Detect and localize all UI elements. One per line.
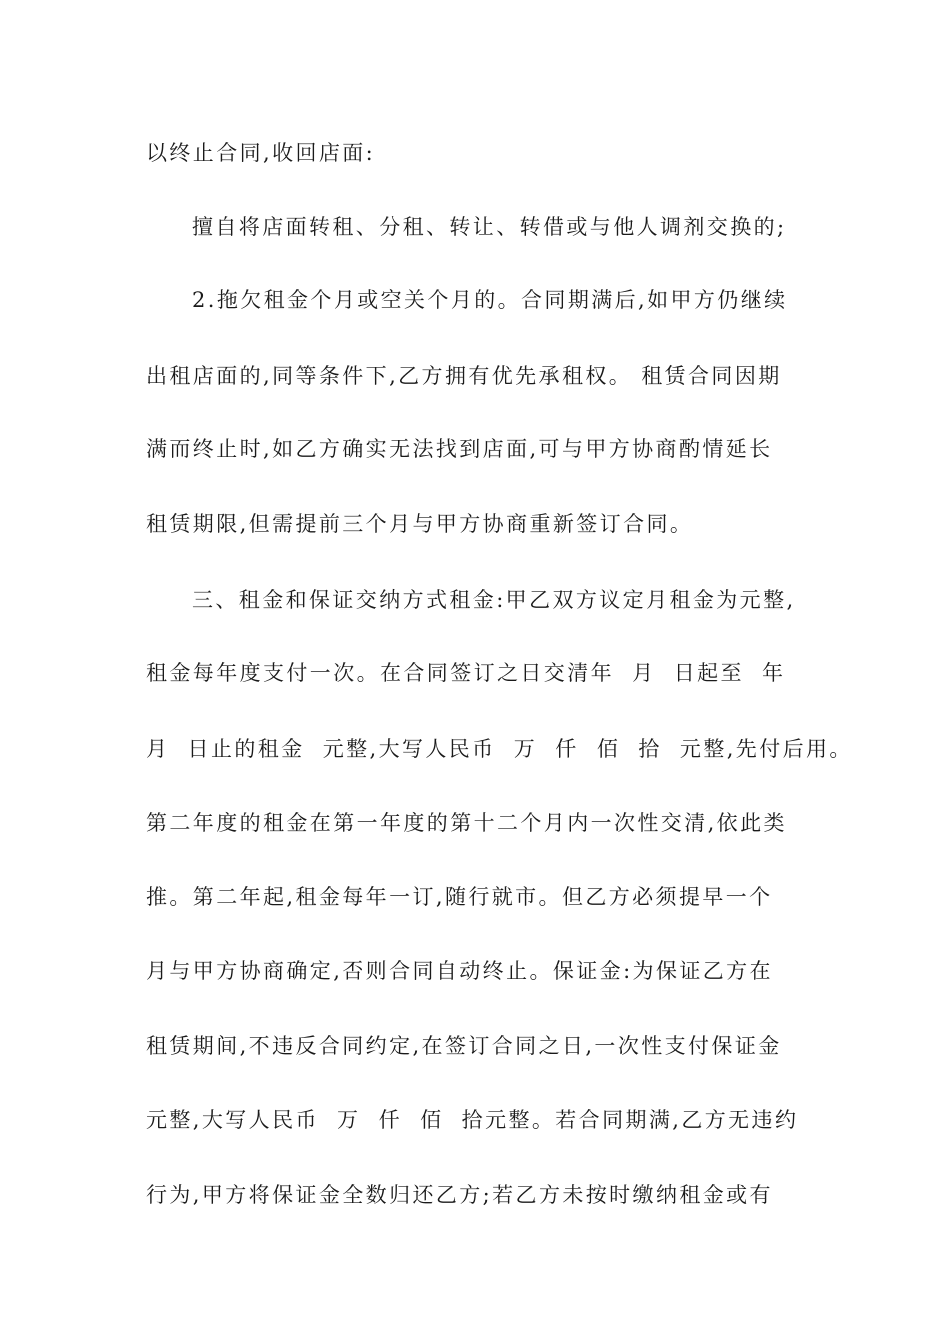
text-line: 月 日止的租金 元整,大写人民币 万 仟 佰 拾 元整,先付后用。 [146, 737, 853, 761]
text-line: 以终止合同,收回店面: [146, 141, 376, 165]
text-line: 推。第二年起,租金每年一订,随行就市。但乙方必须提早一个 [146, 885, 773, 909]
text-line: 三、租金和保证交纳方式租金:甲乙双方议定月租金为元整, [192, 588, 796, 612]
text-line: 租赁期间,不违反合同约定,在签订合同之日,一次性支付保证金 [146, 1034, 782, 1058]
text-line: 擅自将店面转租、分租、转让、转借或与他人调剂交换的; [192, 215, 787, 239]
text-line: 行为,甲方将保证金全数归还乙方;若乙方未按时缴纳租金或有 [146, 1183, 773, 1207]
text-line: 满而终止时,如乙方确实无法找到店面,可与甲方协商酌情延长 [146, 437, 773, 461]
text-line: 租赁期限,但需提前三个月与甲方协商重新签订合同。 [146, 512, 694, 536]
text-line: 租金每年度支付一次。在合同签订之日交清年 月 日起至 年 [146, 661, 786, 685]
text-line: 2.拖欠租金个月或空关个月的。合同期满后,如甲方仍继续 [192, 288, 788, 312]
text-line: 出租店面的,同等条件下,乙方拥有优先承租权。 租赁合同因期 [146, 364, 782, 388]
text-line: 第二年度的租金在第一年度的第十二个月内一次性交清,依此类 [146, 811, 787, 835]
text-line: 月与甲方协商确定,否则合同自动终止。保证金:为保证乙方在 [146, 959, 773, 983]
text-line: 元整,大写人民币 万 仟 佰 拾元整。若合同期满,乙方无违约 [146, 1108, 799, 1132]
